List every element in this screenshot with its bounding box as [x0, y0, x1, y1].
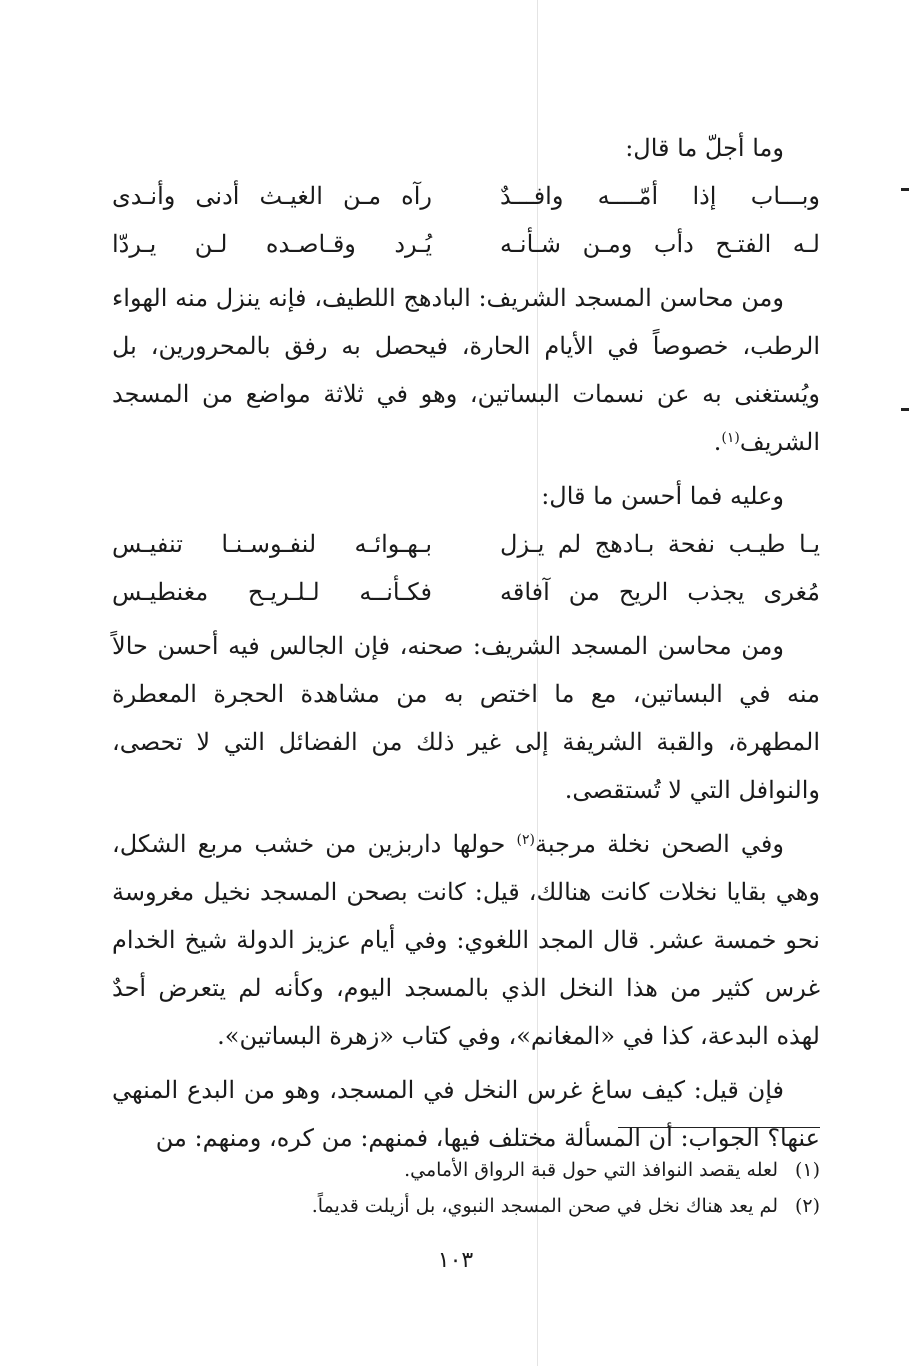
footnote-2-text: لم يعد هناك نخل في صحن المسجد النبوي، بل أزيلت قديماً.	[311, 1195, 778, 1217]
footnote-2-number: (٢)	[794, 1195, 820, 1217]
poem-2-line-1-first-hemistich: يـا طيـب نفحة بـادهج لم يـزل	[500, 530, 820, 558]
footnote-1	[112, 1152, 820, 1188]
paragraph-badhanj-text: ومن محاسن المسجد الشريف: البادهج اللطيف، فإنه ينزل منه الهواء الرطب، خصوصاً في الأيام الحارة، فيحصل به رفق بالمحرورين، بل ويُستغنى به عن نسمات البساتين، وهو في ثلاثة مواضع من المسجد الشريف	[112, 284, 820, 456]
main-text	[112, 124, 820, 1162]
paragraph-palm-tree	[112, 820, 820, 1060]
page-number: ١٠٣	[437, 1248, 474, 1273]
paragraph-palm-tree-rest: حولها داربزين من خشب مربع الشكل، وهي بقايا نخلات كانت هنالك، قيل: كانت بصحن المسجد نخيل مغروسة نحو خمسة عشر. قال المجد اللغوي: وفي أيام عزيز الدولة شيخ الخدام غرس كثير من هذا النخل الذي بالمسجد اليوم، وكأنه لم يتعرض أحدٌ لهذه البدعة، كذا في «المغانم»، وفي كتاب «زهرة البساتين».	[112, 830, 820, 1050]
paragraph-question: فإن قيل: كيف ساغ غرس النخل في المسجد، وهو من البدع المنهي عنها؟ الجواب: أن المسألة مختلف فيها، فمنهم: من كره، ومنهم: من	[112, 1076, 820, 1152]
poem-2-line-2-second-hemistich: فكـأنــه لـلـريـح مغنطيـس	[112, 578, 432, 606]
footnote-ref-2: (٢)	[516, 832, 535, 848]
footnote-1-text: لعله يقصد النوافذ التي حول قبة الرواق الأمامي.	[404, 1159, 778, 1181]
poem-1-line-1-first-hemistich: وبـــاب إذا أمّــــه وافـــدٌ	[500, 182, 820, 210]
verse-intro-1: وما أجلّ ما قال:	[625, 134, 784, 162]
poem-1-line-2-first-hemistich: لـه الفتـح دأب ومـن شـأنـه	[500, 230, 820, 258]
paragraph-courtyard: ومن محاسن المسجد الشريف: صحنه، فإن الجالس فيه أحسن حالاً منه في البساتين، مع ما اختص به من مشاهدة الحجرة المعطرة المطهرة، والقبة الشريفة إلى غير ذلك من الفضائل التي لا تحصى، والنوافل التي لا تُستقصى.	[112, 632, 821, 804]
poem-2-line-2	[112, 568, 820, 616]
paragraph-badhanj-end: .	[713, 428, 722, 456]
poem-1-line-2	[112, 220, 820, 268]
paragraph-palm-tree-start: وفي الصحن نخلة مرجبة	[534, 830, 784, 858]
footnote-1-number: (١)	[794, 1159, 820, 1181]
footnote-2	[112, 1188, 820, 1224]
poem-2-line-1-second-hemistich: بـهـوائـه لنفـوسـنـا تنفيـس	[112, 530, 432, 558]
poem-1-line-1-second-hemistich: رآه مـن الغيـث أدنى وأنـدى	[112, 182, 432, 210]
footnote-separator	[618, 1127, 820, 1128]
poem-1-line-2-second-hemistich: يُـرد وقـاصـده لـن يـردّا	[112, 230, 432, 258]
poem-1-line-1	[112, 172, 820, 220]
poem-1	[112, 172, 820, 268]
footnotes	[112, 1152, 820, 1224]
poem-2-line-1	[112, 520, 820, 568]
edge-mark-top	[901, 188, 909, 191]
edge-mark-bottom	[901, 408, 909, 411]
poem-2-line-2-first-hemistich: مُغرى يجذب الريح من آفاقه	[500, 578, 820, 606]
verse-intro-2: وعليه فما أحسن ما قال:	[541, 482, 784, 510]
poem-2	[112, 520, 820, 616]
paragraph-badhanj	[112, 274, 820, 466]
footnote-ref-1: (١)	[721, 430, 740, 446]
